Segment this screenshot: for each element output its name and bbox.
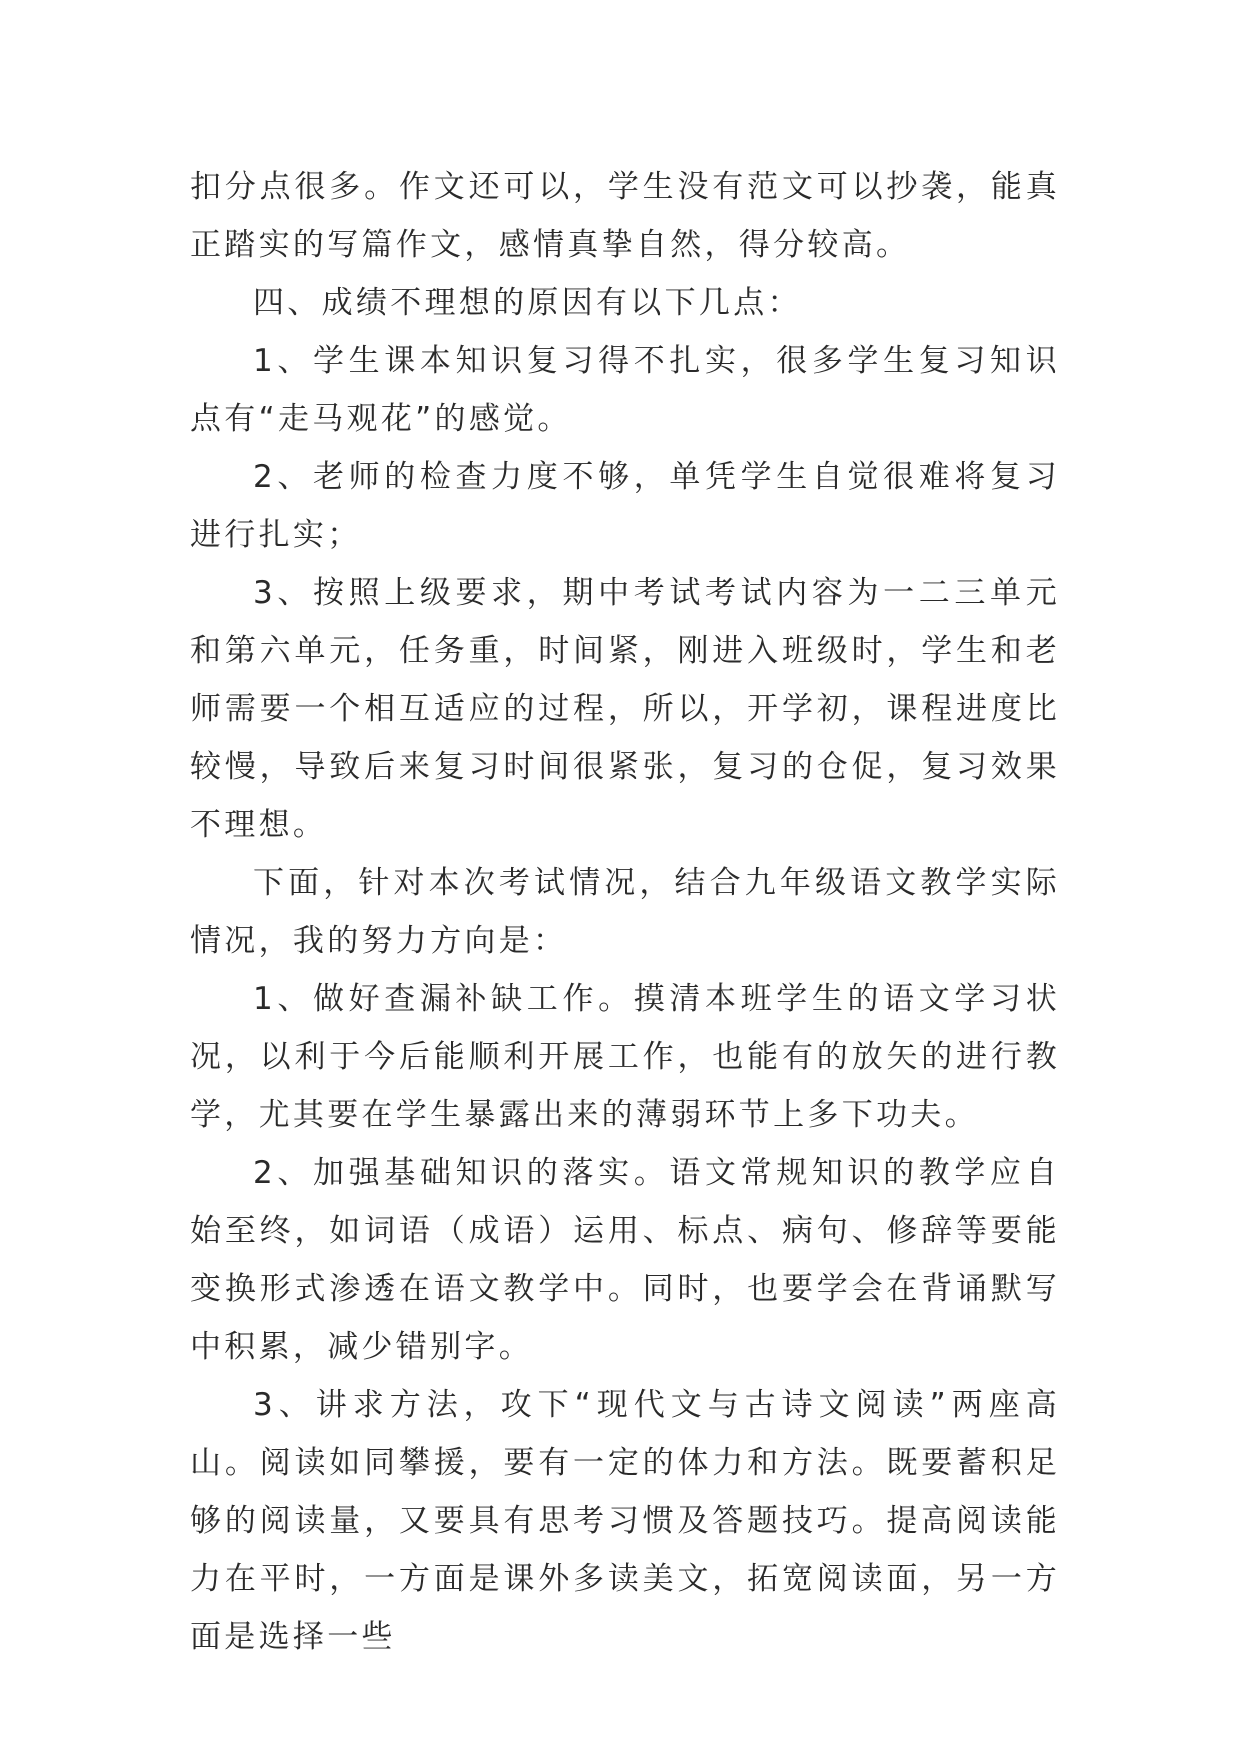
paragraph-continuation: 扣分点很多。作文还可以，学生没有范文可以抄袭，能真正踏实的写篇作文，感情真挚自然，得分较高。 [190, 169, 1060, 263]
direction-item-3: 3、讲求方法，攻下“现代文与古诗文阅读”两座高山。阅读如同攀援，要有一定的体力和方法。既要蓄积足够的阅读量，又要具有思考习惯及答题技巧。提高阅读能力在平时，一方面是课外多读美文，拓宽阅读面，另一方面是选择一些 [190, 1387, 1060, 1655]
direction-item-1: 1、做好查漏补缺工作。摸清本班学生的语文学习状况，以利于今后能顺利开展工作，也能有的放矢的进行教学，尤其要在学生暴露出来的薄弱环节上多下功夫。 [190, 981, 1060, 1133]
reason-item-3: 3、按照上级要求，期中考试考试内容为一二三单元和第六单元，任务重，时间紧，刚进入班级时，学生和老师需要一个相互适应的过程，所以，开学初，课程进度比较慢，导致后来复习时间很紧张，复习的仓促，复习效果不理想。 [190, 575, 1060, 843]
direction-intro: 下面，针对本次考试情况，结合九年级语文教学实际情况，我的努力方向是： [190, 865, 1060, 959]
reason-item-1: 1、学生课本知识复习得不扎实，很多学生复习知识点有“走马观花”的感觉。 [190, 343, 1060, 437]
reason-item-2: 2、老师的检查力度不够，单凭学生自觉很难将复习进行扎实； [190, 459, 1060, 553]
section-heading-reasons: 四、成绩不理想的原因有以下几点： [253, 285, 802, 321]
direction-item-2: 2、加强基础知识的落实。语文常规知识的教学应自始至终，如词语（成语）运用、标点、病句、修辞等要能变换形式渗透在语文教学中。同时，也要学会在背诵默写中积累，减少错别字。 [190, 1155, 1060, 1365]
document-body [190, 158, 1060, 1666]
